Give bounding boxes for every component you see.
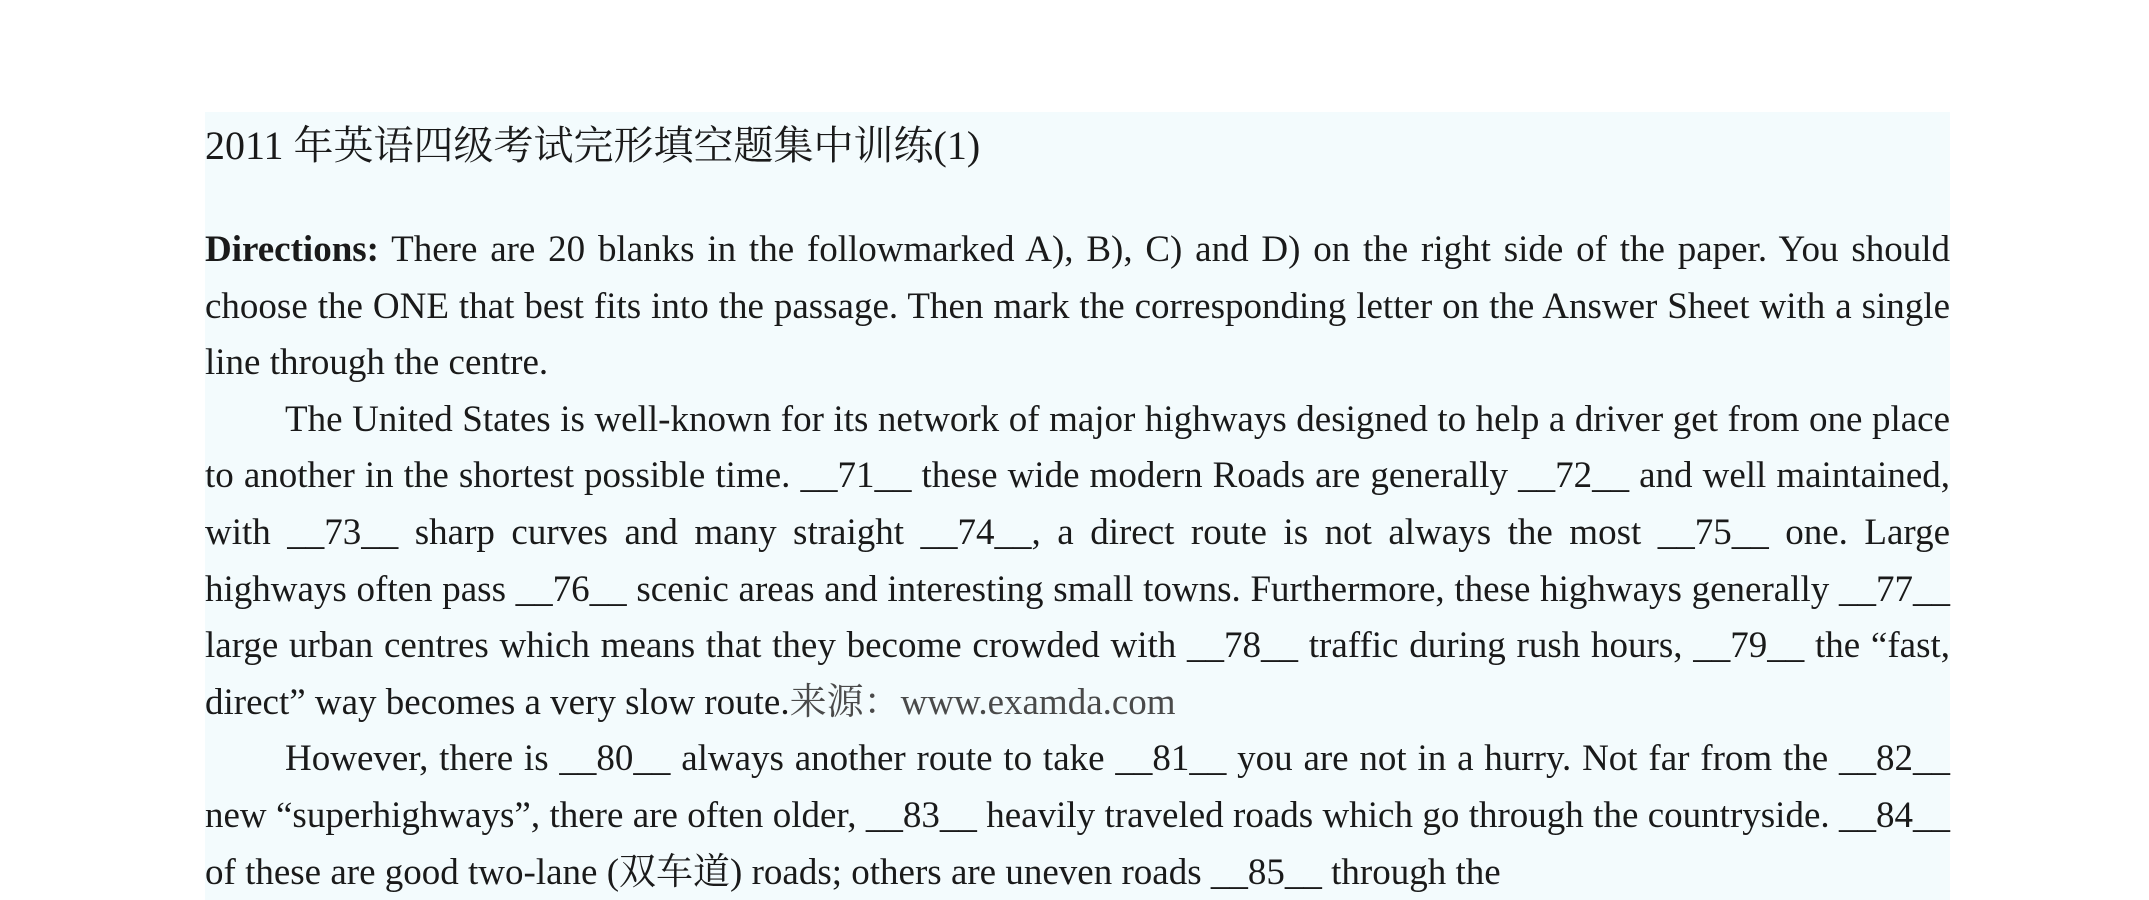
passage-paragraph-2-text: However, there is __80__ always another route to take __81__ you are not in a hurry. Not far from the __82__ new “superhighways”, there are often older, __83__ heavily traveled roads which go through the countryside. __84__ of these are good two-lane (双车道) roads; others are uneven roads __85__ through the (205, 738, 1950, 893)
directions-text: There are 20 blanks in the followmarked A), B), C) and D) on the right side of the paper. You should choose the ONE that best fits into the passage. Then mark the corresponding letter on the Answer Sheet with a single line through the centre. (205, 229, 1950, 384)
document-title: 2011 年英语四级考试完形填空题集中训练(1) (205, 123, 981, 168)
source-note: 来源：www.examda.com (789, 681, 1176, 723)
passage-paragraph-1 (205, 392, 1950, 732)
highlighted-content-area (205, 112, 1950, 900)
passage-paragraph-1-text: The United States is well-known for its network of major highways designed to help a driver get from one place to another in the shortest possible time. __71__ these wide modern Roads are generally __72__ and well maintained, with __73__ sharp curves and many straight __74__, a direct route is not always the most __75__ one. Large highways often pass __76__ scenic areas and interesting small towns. Furthermore, these highways generally __77__ large urban centres which means that they become crowded with __78__ traffic during rush hours, __79__ the “fast, direct” way becomes a very slow route. (205, 398, 1950, 723)
passage-paragraph-2 (205, 731, 1950, 900)
document-body (205, 222, 1950, 900)
directions-paragraph (205, 222, 1950, 392)
directions-label: Directions: (205, 229, 379, 270)
